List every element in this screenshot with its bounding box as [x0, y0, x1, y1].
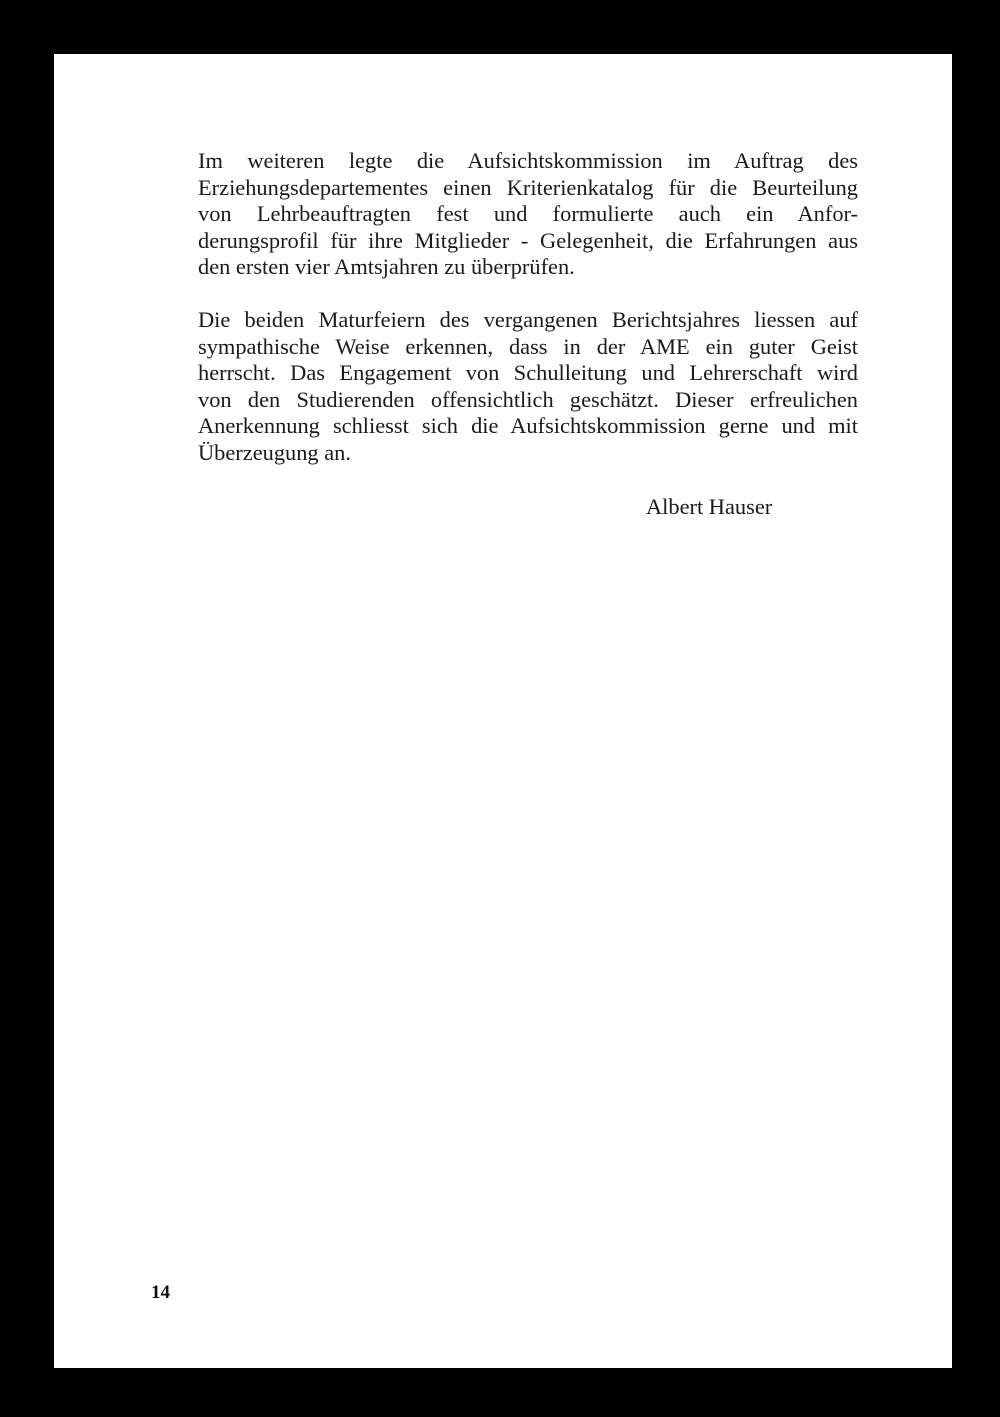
text-line: von den Studierenden offensichtlich geschätzt. Dieser erfreulichen	[198, 386, 858, 412]
text-line: herrscht. Das Engagement von Schulleitung und Lehrerschaft wird	[198, 360, 858, 386]
paragraph-1	[198, 148, 858, 281]
text-line: Erziehungsdepartementes einen Kriterienkatalog für die Beurteilung	[198, 174, 858, 200]
body-text	[198, 148, 858, 467]
text-line: den ersten vier Amtsjahren zu überprüfen.	[198, 254, 575, 280]
text-line: Im weiteren legte die Aufsichtskommission im Auftrag des	[198, 148, 858, 173]
signature: Albert Hauser	[646, 494, 773, 519]
text-line: von Lehrbeauftragten fest und formulierte auch ein Anfor-	[198, 201, 858, 227]
document-page	[54, 54, 952, 1368]
text-line: derungsprofil für ihre Mitglieder - Gelegenheit, die Erfahrungen aus	[198, 227, 858, 253]
text-line: Die beiden Maturfeiern des vergangenen Berichtsjahres liessen auf	[198, 306, 858, 332]
page-number: 14	[151, 1282, 170, 1303]
text-line: sympathische Weise erkennen, dass in der AME ein guter Geist	[198, 333, 858, 359]
paragraph-2	[198, 307, 858, 467]
text-line: Anerkennung schliesst sich die Aufsichtskommission gerne und mit	[198, 413, 858, 439]
text-line: Überzeugung an.	[198, 439, 351, 465]
paragraph-spacer	[198, 281, 858, 307]
